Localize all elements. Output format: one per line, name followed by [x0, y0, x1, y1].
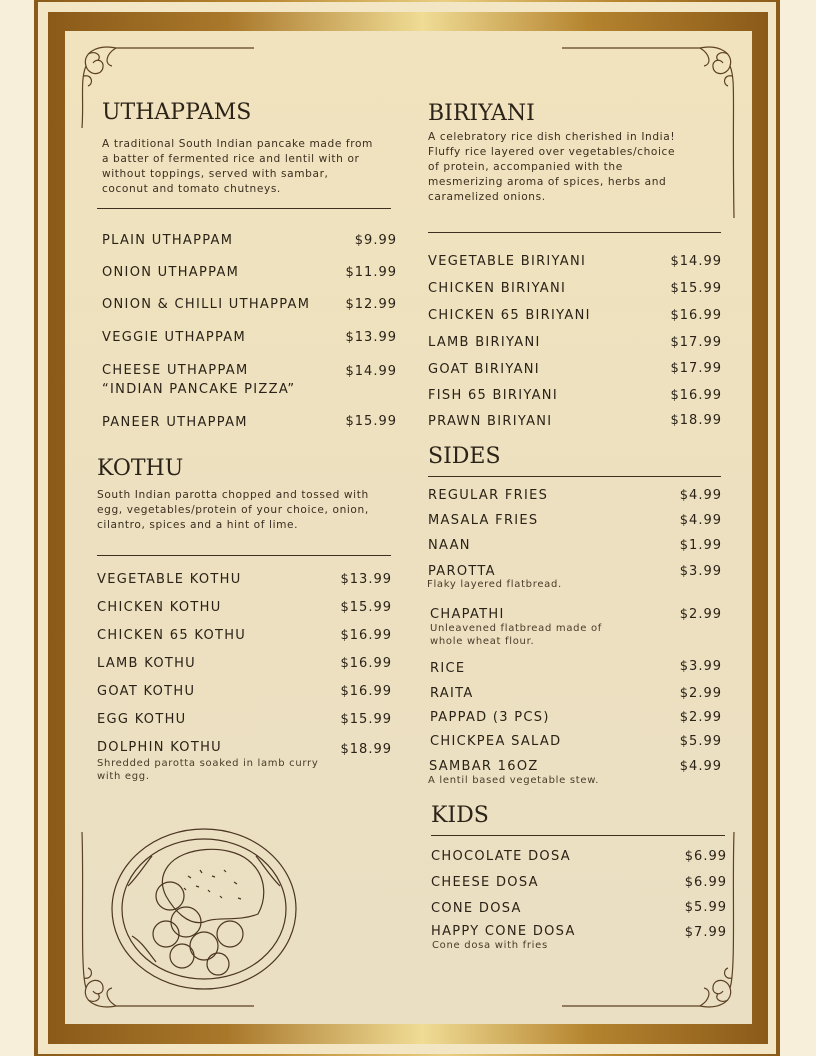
uthappams-divider: [97, 208, 391, 209]
menu-item-price: $3.99: [679, 659, 722, 674]
menu-item-name: GOAT BIRIYANI: [428, 362, 540, 377]
menu-item-price: $16.99: [340, 628, 392, 643]
menu-item-price: $3.99: [679, 564, 722, 579]
menu-item-name: CHICKPEA SALAD: [430, 734, 562, 749]
menu-item-price: $5.99: [684, 900, 727, 915]
kothu-title: KOTHU: [97, 456, 184, 481]
menu-item-price: $18.99: [340, 742, 392, 757]
menu-item-price: $7.99: [684, 925, 727, 940]
menu-item-name: SAMBAR 16OZ: [429, 759, 539, 774]
menu-item-price: $17.99: [670, 361, 722, 376]
menu-item-price: $16.99: [340, 684, 392, 699]
biriyani-divider: [428, 232, 721, 233]
menu-item-name: CHEESE UTHAPPAM: [102, 363, 249, 378]
menu-item-name: CONE DOSA: [431, 901, 522, 916]
kids-title: KIDS: [431, 803, 489, 828]
menu-item-price: $14.99: [670, 254, 722, 269]
menu-item-name: VEGETABLE BIRIYANI: [428, 254, 587, 269]
sides-divider: [428, 476, 721, 477]
menu-item-name: FISH 65 BIRIYANI: [428, 388, 558, 403]
menu-item-name: CHICKEN BIRIYANI: [428, 281, 567, 296]
menu-item-name: CHEESE DOSA: [431, 875, 539, 890]
menu-item-price: $15.99: [340, 712, 392, 727]
menu-item-name: RICE: [430, 661, 466, 676]
menu-item-price: $4.99: [679, 759, 722, 774]
menu-item-price: $16.99: [670, 388, 722, 403]
menu-item-price: $2.99: [679, 710, 722, 725]
sides-title: SIDES: [428, 444, 501, 469]
biriyani-description: A celebratory rice dish cherished in India! Fluffy rice layered over vegetables/choice of protein, accompanied with the mesmerizing aroma of spices, herbs and caramelized onions.: [428, 131, 676, 203]
menu-item-price: $18.99: [670, 413, 722, 428]
menu-item-price: $2.99: [679, 607, 722, 622]
menu-item-name: LAMB BIRIYANI: [428, 335, 541, 350]
menu-item-price: $13.99: [345, 330, 397, 345]
menu-item-price: $12.99: [345, 297, 397, 312]
menu-item-price: $4.99: [679, 488, 722, 503]
menu-item-price: $6.99: [684, 875, 727, 890]
menu-item-name: REGULAR FRIES: [428, 488, 549, 503]
uthappams-title: UTHAPPAMS: [102, 100, 252, 125]
menu-item-name: CHICKEN KOTHU: [97, 600, 222, 615]
menu-item-name: ONION UTHAPPAM: [102, 265, 240, 280]
menu-item-subtitle: “INDIAN PANCAKE PIZZA”: [102, 382, 296, 397]
kothu-plate-sketch-icon: [108, 826, 300, 992]
menu-item-name: ONION & CHILLI UTHAPPAM: [102, 297, 311, 312]
menu-item-price: $6.99: [684, 849, 727, 864]
uthappams-description: A traditional South Indian pancake made from a batter of fermented rice and lentil with or without toppings, served with sambar, coconut and tomato chutneys.: [102, 138, 373, 195]
menu-item-name: CHICKEN 65 KOTHU: [97, 628, 247, 643]
menu-item-name: PRAWN BIRIYANI: [428, 414, 553, 429]
menu-item-name: GOAT KOTHU: [97, 684, 196, 699]
menu-item-name: VEGGIE UTHAPPAM: [102, 330, 247, 345]
menu-item-price: $2.99: [679, 686, 722, 701]
menu-item-note: A lentil based vegetable stew.: [428, 775, 600, 786]
menu-item-price: $11.99: [345, 265, 397, 280]
menu-item-name: LAMB KOTHU: [97, 656, 196, 671]
kids-divider: [431, 835, 725, 836]
menu-item-name: CHAPATHI: [430, 607, 505, 622]
menu-item-price: $14.99: [345, 364, 397, 379]
menu-item-name: PLAIN UTHAPPAM: [102, 233, 234, 248]
kothu-description: South Indian parotta chopped and tossed with egg, vegetables/protein of your choice, onion, cilantro, spices and a hint of lime.: [97, 489, 369, 531]
menu-item-price: $16.99: [670, 308, 722, 323]
kothu-divider: [97, 555, 391, 556]
biriyani-title: BIRIYANI: [428, 101, 535, 126]
menu-item-price: $15.99: [345, 414, 397, 429]
menu-item-price: $4.99: [679, 513, 722, 528]
menu-item-note: Flaky layered flatbread.: [427, 579, 562, 590]
menu-item-name: HAPPY CONE DOSA: [431, 924, 576, 939]
menu-item-name: VEGETABLE KOTHU: [97, 572, 242, 587]
menu-item-price: $15.99: [340, 600, 392, 615]
menu-item-price: $17.99: [670, 335, 722, 350]
menu-item-name: PAPPAD (3 PCS): [430, 710, 550, 725]
menu-item-name: RAITA: [430, 686, 474, 701]
menu-item-name: CHICKEN 65 BIRIYANI: [428, 308, 591, 323]
menu-item-name: EGG KOTHU: [97, 712, 187, 727]
menu-item-note: Shredded parotta soaked in lamb curry with egg.: [97, 758, 319, 782]
menu-item-name: MASALA FRIES: [428, 513, 539, 528]
menu-item-name: NAAN: [428, 538, 471, 553]
menu-item-price: $5.99: [679, 734, 722, 749]
menu-item-price: $13.99: [340, 572, 392, 587]
menu-item-price: $16.99: [340, 656, 392, 671]
menu-item-name: PANEER UTHAPPAM: [102, 415, 248, 430]
menu-item-note: Cone dosa with fries: [432, 940, 548, 951]
menu-item-name: CHOCOLATE DOSA: [431, 849, 571, 864]
menu-item-price: $15.99: [670, 281, 722, 296]
menu-item-price: $9.99: [354, 233, 397, 248]
menu-item-name: DOLPHIN KOTHU: [97, 740, 222, 755]
menu-item-price: $1.99: [679, 538, 722, 553]
menu-item-name: PAROTTA: [428, 564, 496, 579]
menu-item-note: Unleavened flatbread made of whole wheat flour.: [430, 623, 602, 647]
